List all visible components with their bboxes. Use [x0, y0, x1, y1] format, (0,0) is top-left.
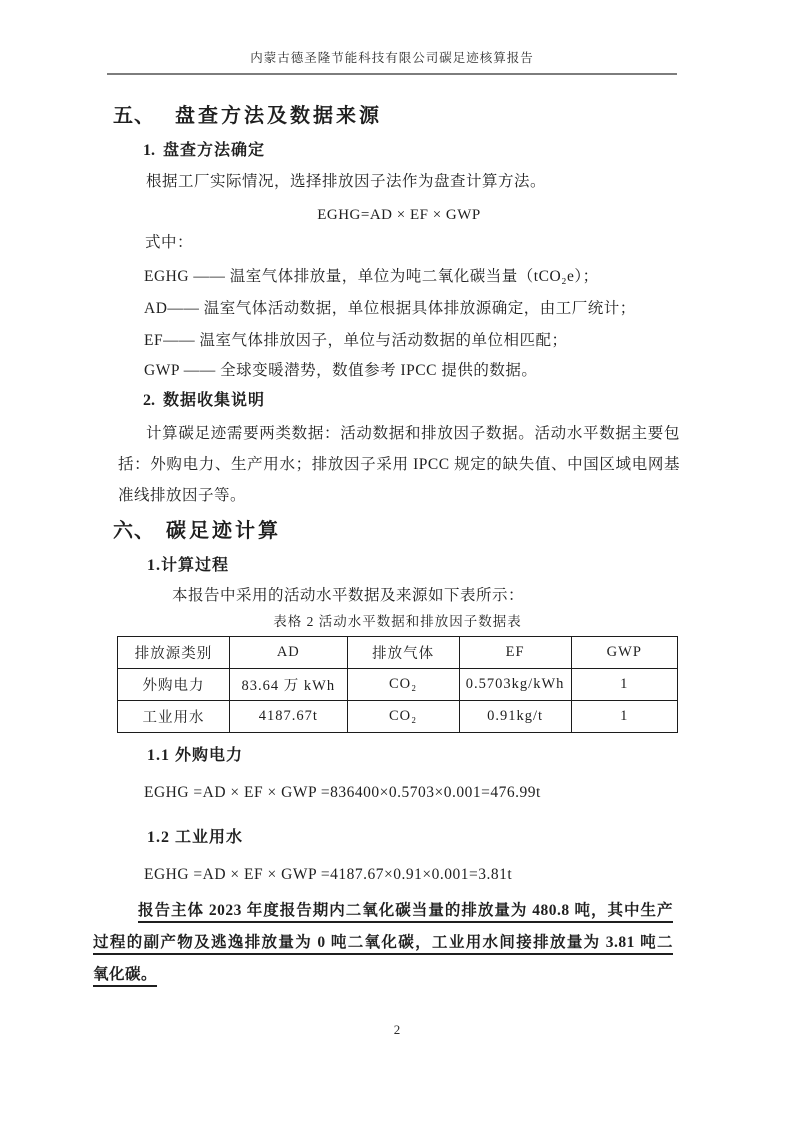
col-header-gwp: GWP — [571, 637, 677, 669]
method-paragraph: 根据工厂实际情况，选择排放因子法作为盘查计算方法。 — [146, 173, 547, 190]
cell-ef-water: 0.91kg/t — [459, 701, 571, 733]
section5-numeral: 五、 — [113, 105, 155, 127]
cell-ad-electricity: 83.64 万 kWh — [230, 669, 348, 701]
cell-gwp-water: 1 — [571, 701, 677, 733]
section6-sub1-heading: 1.计算过程 — [147, 557, 230, 574]
section6-title: 碳足迹计算 — [166, 520, 281, 542]
cell-gas-electricity: CO₂ — [347, 669, 459, 701]
running-header-title: 内蒙古德圣隆节能科技有限公司碳足迹核算报告 — [250, 51, 534, 65]
activity-data-table — [117, 636, 678, 733]
definition-ef: EF—— 温室气体排放因子，单位与活动数据的单位相匹配； — [144, 332, 568, 349]
cell-source-electricity: 外购电力 — [118, 669, 230, 701]
definition-gwp: GWP —— 全球变暖潜势，数值参考 IPCC 提供的数据。 — [144, 362, 538, 379]
formula-intro: 式中： — [145, 234, 194, 251]
calc1-heading: 1.1 外购电力 — [147, 747, 244, 764]
definition-eghg: EGHG —— 温室气体排放量，单位为吨二氧化碳当量（tCO₂e）； — [144, 268, 599, 285]
cell-source-water: 工业用水 — [118, 701, 230, 733]
table-header-row — [118, 637, 678, 669]
section6-numeral: 六、 — [113, 520, 155, 542]
col-header-gas: 排放气体 — [347, 637, 459, 669]
section5-sub1-title: 盘查方法确定 — [163, 142, 266, 159]
section5-sub2-label: 2. — [143, 392, 155, 409]
conclusion-line-1: 报告主体 2023 年度报告期内二氧化碳当量的排放量为 480.8 吨，其中生产 — [138, 902, 673, 919]
table-intro: 本报告中采用的活动水平数据及来源如下表所示： — [172, 587, 525, 604]
data-paragraph-line-1: 计算碳足迹需要两类数据：活动数据和排放因子数据。活动水平数据主要包 — [146, 425, 680, 442]
cell-gwp-electricity: 1 — [571, 669, 677, 701]
calc1-formula: EGHG =AD × EF × GWP =836400×0.5703×0.001=476.99t — [144, 784, 541, 801]
col-header-ef: EF — [459, 637, 571, 669]
page-number: 2 — [393, 1022, 401, 1037]
conclusion-line-3: 氧化碳。 — [93, 966, 158, 983]
ghg-formula: EGHG=AD × EF × GWP — [317, 207, 481, 223]
section5-sub2-heading — [143, 391, 265, 411]
table-row — [118, 669, 678, 701]
cell-ef-electricity: 0.5703kg/kWh — [459, 669, 571, 701]
data-paragraph-line-2: 括：外购电力、生产用水；排放因子采用 IPCC 规定的缺失值、中国区域电网基 — [118, 456, 680, 473]
running-header — [107, 50, 677, 75]
data-paragraph-line-3: 准线排放因子等。 — [118, 487, 247, 504]
cell-ad-water: 4187.67t — [230, 701, 348, 733]
section5-title: 盘查方法及数据来源 — [175, 105, 382, 127]
table-caption: 表格 2 活动水平数据和排放因子数据表 — [273, 614, 522, 629]
cell-gas-water: CO₂ — [347, 701, 459, 733]
section5-sub1-heading — [143, 141, 265, 161]
section5-sub1-label: 1. — [143, 142, 155, 159]
definition-ad: AD—— 温室气体活动数据，单位根据具体排放源确定，由工厂统计； — [144, 300, 636, 317]
table-row — [118, 701, 678, 733]
col-header-source: 排放源类别 — [118, 637, 230, 669]
col-header-ad: AD — [230, 637, 348, 669]
calc2-formula: EGHG =AD × EF × GWP =4187.67×0.91×0.001=3.81t — [144, 866, 513, 883]
conclusion-line-2: 过程的副产物及逃逸排放量为 0 吨二氧化碳，工业用水间接排放量为 3.81 吨二 — [93, 934, 673, 951]
section6-heading — [113, 519, 281, 543]
calc2-heading: 1.2 工业用水 — [147, 829, 244, 846]
section5-heading — [113, 104, 382, 128]
section5-sub2-title: 数据收集说明 — [163, 392, 266, 409]
